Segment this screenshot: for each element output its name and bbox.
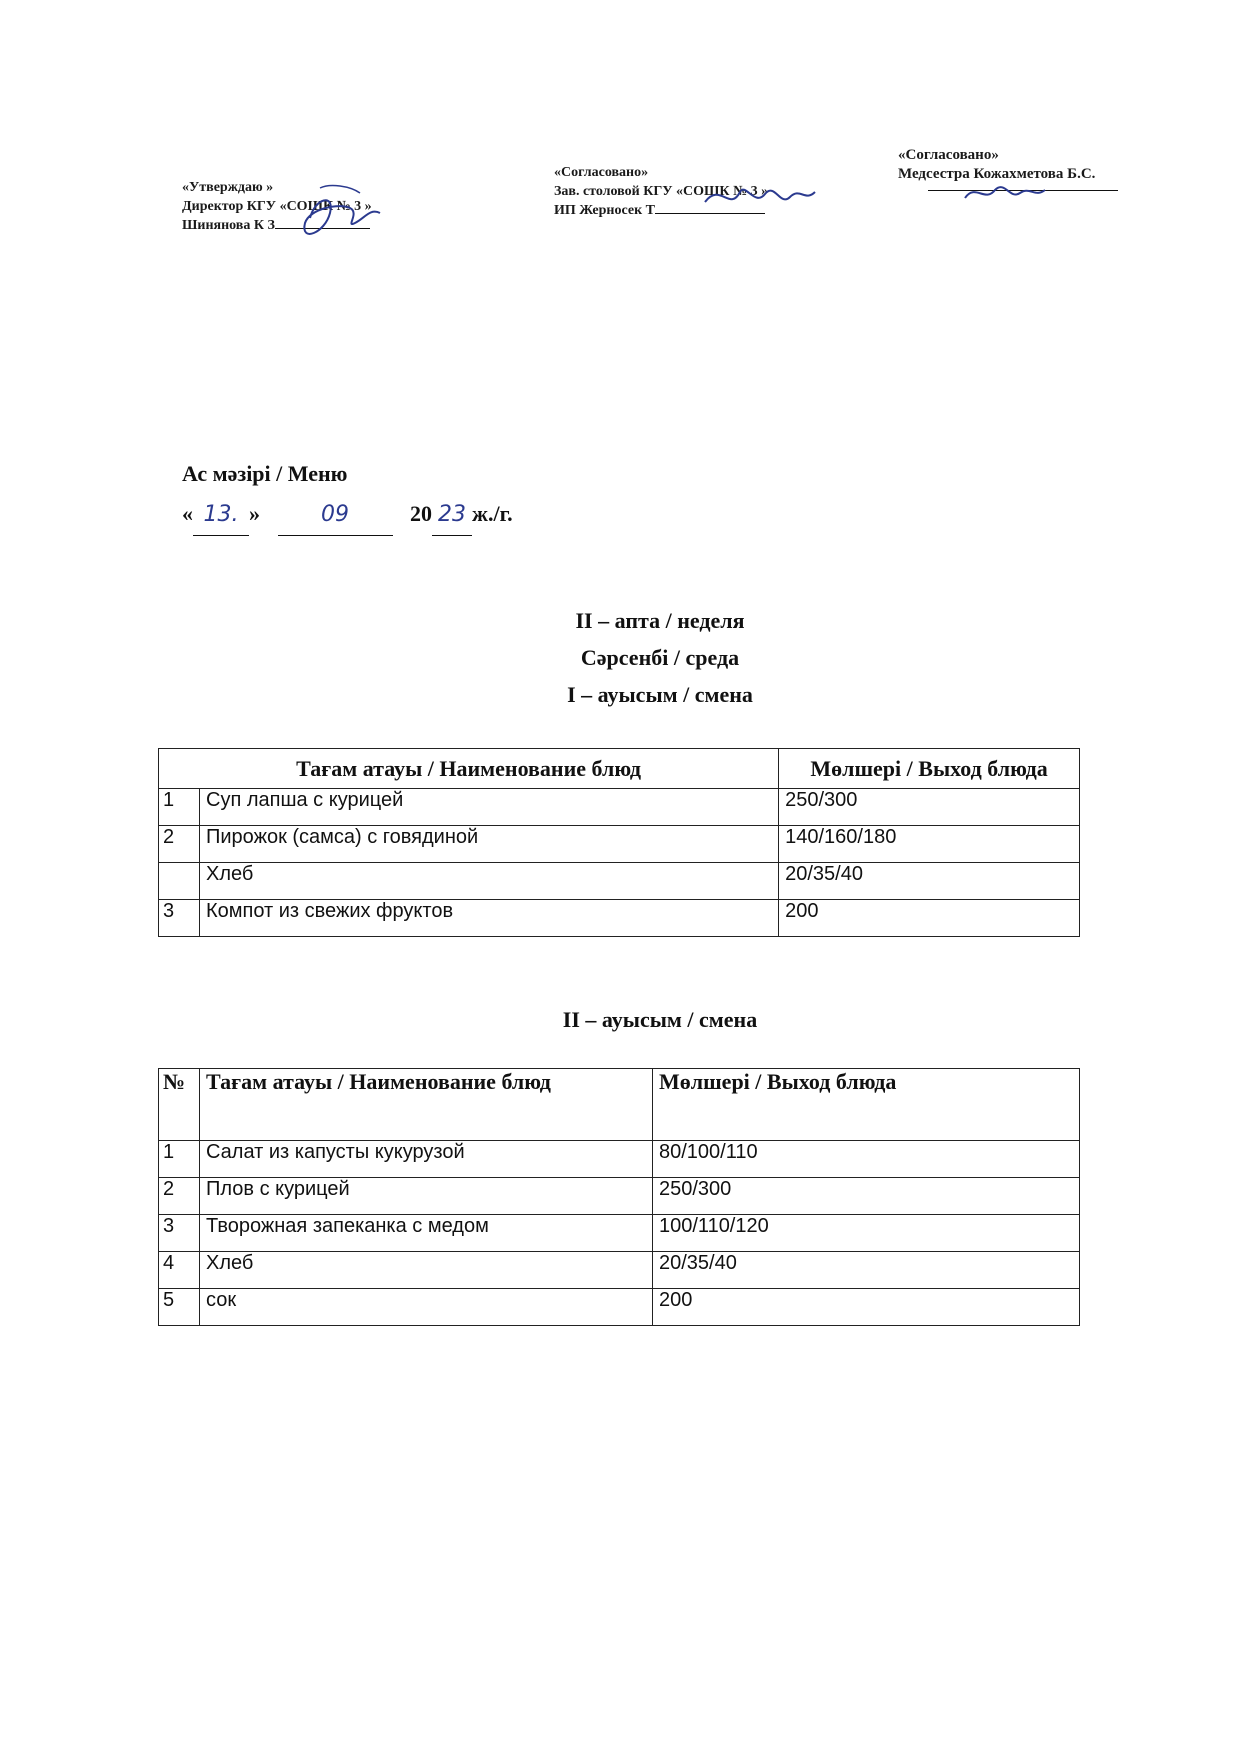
approval-canteen-line1: «Согласовано» [554,165,649,180]
row-dish: Хлеб [200,1252,653,1289]
row-amount: 20/35/40 [653,1252,1080,1289]
table-header-dish: Тағам атауы / Наименование блюд [200,1069,653,1141]
row-amount: 20/35/40 [779,863,1080,900]
approval-canteen-line3: ИП Жерносек Т [554,201,768,220]
table-row [159,1252,1080,1289]
table-row [159,789,1080,826]
table-header-row [159,1069,1080,1141]
row-dish: Пирожок (самса) с говядиной [200,826,779,863]
table-header-number: № [159,1069,200,1141]
row-dish: Суп лапша с курицей [200,789,779,826]
approval-director-line1: «Утверждаю » [182,180,274,195]
date-month: 09 [278,495,393,536]
approval-director-line2: Директор КГУ «СОШК № 3 » [182,199,372,214]
table-row [159,1215,1080,1252]
row-number [159,863,200,900]
date-suffix: ж./г. [472,501,513,526]
date-year-prefix: 20 [410,501,432,526]
approval-director [182,178,372,235]
date-day: 13. [193,495,249,536]
row-number: 1 [159,1141,200,1178]
table-row [159,863,1080,900]
table-row [159,1178,1080,1215]
row-dish: Салат из капусты кукурузой [200,1141,653,1178]
row-number: 3 [159,900,200,937]
approval-nurse [898,146,1118,191]
table-header-dish: Тағам атауы / Наименование блюд [159,749,779,789]
row-number: 2 [159,826,200,863]
row-amount: 200 [653,1289,1080,1326]
table-row [159,1141,1080,1178]
approval-director-line3: Шинянова К З [182,216,372,235]
approval-nurse-signature-line [928,184,1118,191]
shift2-menu-table [158,1068,1080,1326]
shift1-heading: I – ауысым / смена [567,682,753,707]
row-dish: Творожная запеканка с медом [200,1215,653,1252]
approval-canteen-line2: Зав. столовой КГУ «СОШК № 3 » [554,184,769,199]
menu-title: Ас мәзірі / Меню [182,461,348,486]
menu-date [182,494,513,536]
table-row [159,1289,1080,1326]
row-amount: 140/160/180 [779,826,1080,863]
table-row [159,900,1080,937]
row-dish: Плов с курицей [200,1178,653,1215]
day-heading: Сәрсенбі / среда [580,645,740,670]
week-heading: II – апта / неделя [575,608,745,633]
date-year-suffix: 23 [432,495,472,536]
row-dish: Хлеб [200,863,779,900]
date-open-quote: « [182,501,193,526]
table-header-amount: Мөлшері / Выход блюда [779,749,1080,789]
row-amount: 100/110/120 [653,1215,1080,1252]
approval-nurse-line2: Медсестра Кожахметова Б.С. [898,166,1096,182]
table-row [159,826,1080,863]
row-number: 2 [159,1178,200,1215]
approval-nurse-line1: «Согласовано» [898,147,999,163]
table-header-amount: Мөлшері / Выход блюда [653,1069,1080,1141]
table-header-row [159,749,1080,789]
row-number: 1 [159,789,200,826]
shift1-menu-table [158,748,1080,937]
date-close-quote: » [249,501,260,526]
shift2-heading: II – ауысым / смена [562,1007,758,1032]
row-amount: 250/300 [653,1178,1080,1215]
row-dish: сок [200,1289,653,1326]
row-amount: 80/100/110 [653,1141,1080,1178]
row-number: 5 [159,1289,200,1326]
row-number: 4 [159,1252,200,1289]
row-number: 3 [159,1215,200,1252]
row-dish: Компот из свежих фруктов [200,900,779,937]
row-amount: 250/300 [779,789,1080,826]
approval-canteen [554,163,768,220]
row-amount: 200 [779,900,1080,937]
